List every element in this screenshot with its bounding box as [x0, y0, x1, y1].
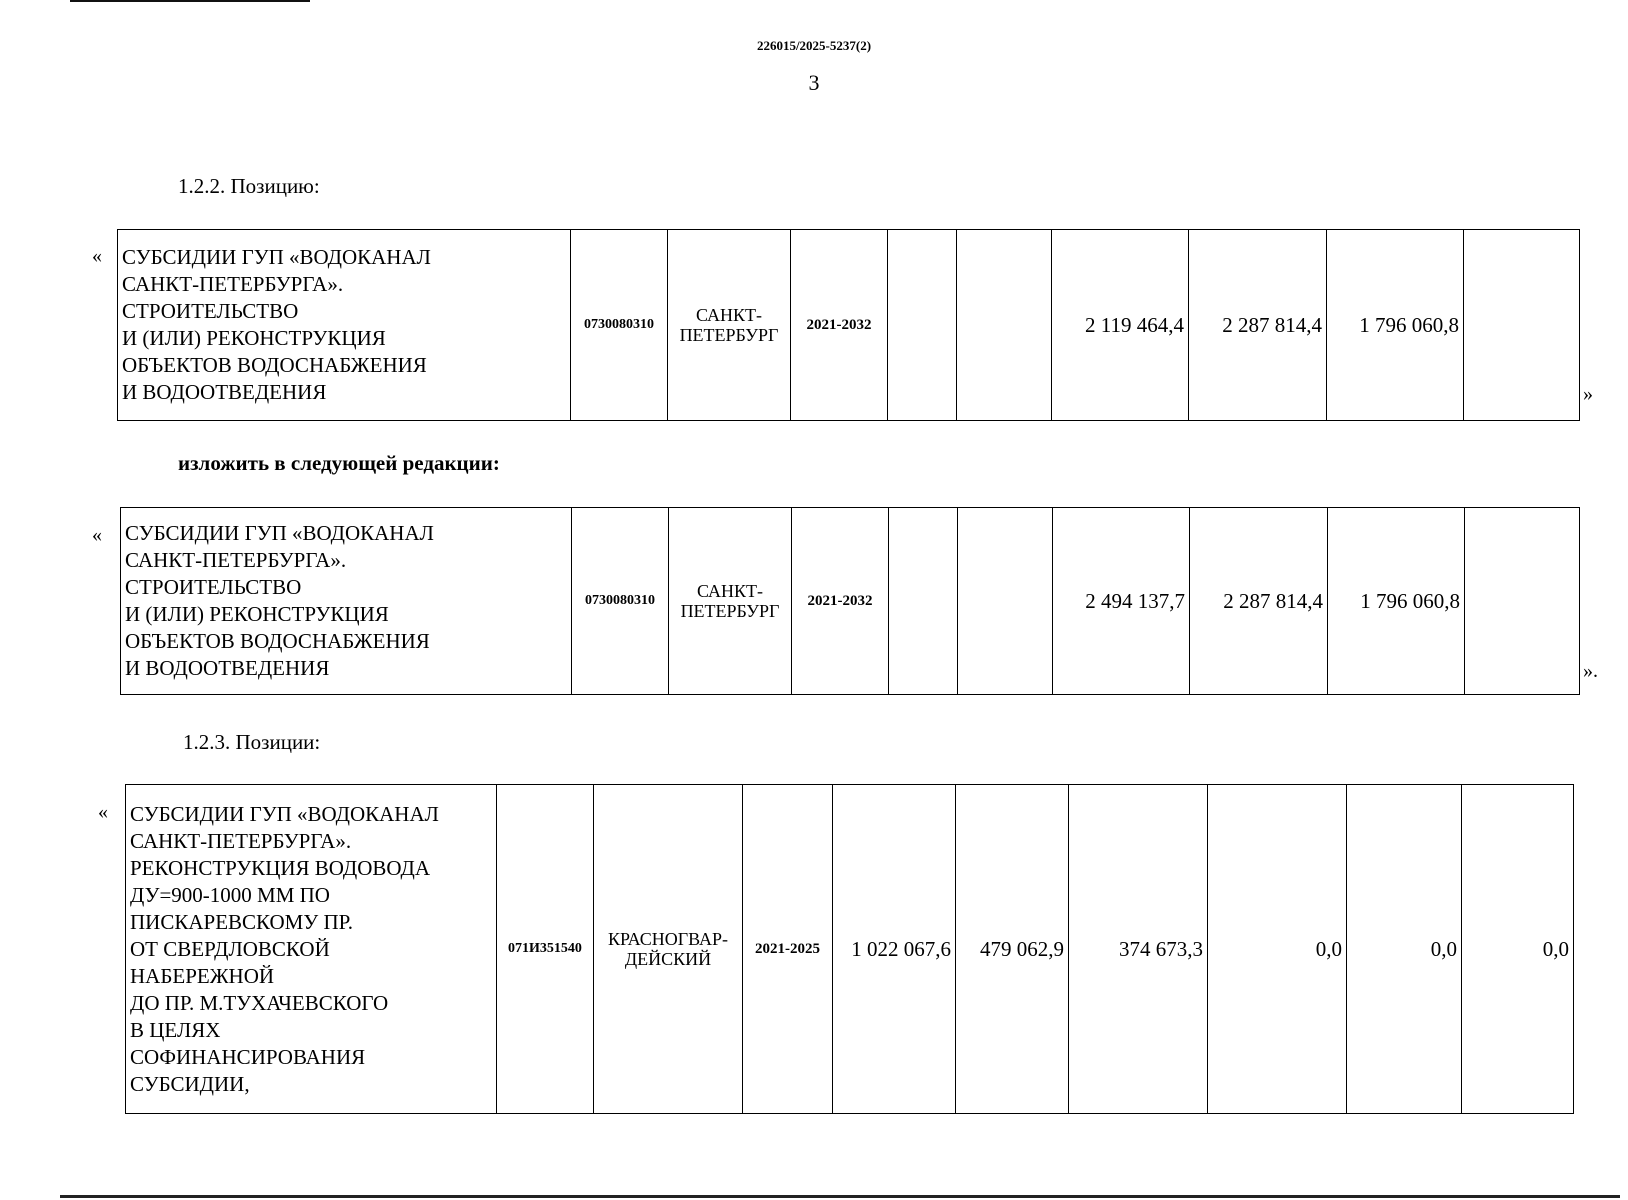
- cell-col7: 2 494 137,7: [1053, 508, 1190, 695]
- cell-col5: [888, 230, 957, 421]
- period: 2021-2032: [792, 508, 889, 695]
- top-rule: [70, 0, 310, 2]
- page-number: 3: [808, 70, 820, 95]
- close-quote: »: [1583, 383, 1593, 405]
- position-name: СУБСИДИИ ГУП «ВОДОКАНАЛ САНКТ-ПЕТЕРБУРГА». СТРОИТЕЛЬСТВО И (ИЛИ) РЕКОНСТРУКЦИЯ ОБЪЕКТОВ ВОДОСНАБЖЕНИЯ И ВОДООТВЕДЕНИЯ: [121, 508, 572, 695]
- period: 2021-2025: [743, 785, 833, 1114]
- document-number: 226015/2025-5237(2): [756, 38, 872, 53]
- cell-col6: 479 062,9: [956, 785, 1069, 1114]
- position-name: СУБСИДИИ ГУП «ВОДОКАНАЛ САНКТ-ПЕТЕРБУРГА». СТРОИТЕЛЬСТВО И (ИЛИ) РЕКОНСТРУКЦИЯ ОБЪЕКТОВ ВОДОСНАБЖЕНИЯ И ВОДООТВЕДЕНИЯ: [118, 230, 571, 421]
- open-quote: «: [92, 245, 102, 267]
- bottom-rule: [60, 1195, 1620, 1198]
- budget-code: 0730080310: [571, 230, 668, 421]
- district: САНКТ- ПЕТЕРБУРГ: [668, 230, 791, 421]
- cell-col10: 0,0: [1462, 785, 1574, 1114]
- cell-col5: [889, 508, 958, 695]
- cell-col8: 2 287 814,4: [1190, 508, 1328, 695]
- position-table-new: [120, 507, 1580, 695]
- position-table-123: [125, 784, 1574, 1114]
- budget-code: 071И351540: [497, 785, 594, 1114]
- cell-col8: 2 287 814,4: [1189, 230, 1327, 421]
- table-row: [126, 785, 1574, 1114]
- cell-col6: [957, 230, 1052, 421]
- section-123-heading: 1.2.3. Позиции:: [183, 730, 321, 754]
- district: КРАСНОГВАР- ДЕЙСКИЙ: [594, 785, 743, 1114]
- district: САНКТ- ПЕТЕРБУРГ: [669, 508, 792, 695]
- cell-col6: [958, 508, 1053, 695]
- position-table-old: [117, 229, 1580, 421]
- position-name: СУБСИДИИ ГУП «ВОДОКАНАЛ САНКТ-ПЕТЕРБУРГА». РЕКОНСТРУКЦИЯ ВОДОВОДА ДУ=900-1000 ММ ПО ПИСКАРЕВСКОМУ ПР. ОТ СВЕРДЛОВСКОЙ НАБЕРЕЖНОЙ ДО ПР. М.ТУХАЧЕВСКОГО В ЦЕЛЯХ СОФИНАНСИРОВАНИЯ СУБСИДИИ,: [126, 785, 497, 1114]
- cell-col9: 0,0: [1347, 785, 1462, 1114]
- close-quote: ».: [1583, 660, 1598, 682]
- open-quote: «: [92, 524, 102, 546]
- revision-text: изложить в следующей редакции:: [178, 451, 500, 475]
- open-quote: «: [98, 801, 108, 823]
- cell-col9: 1 796 060,8: [1327, 230, 1464, 421]
- period: 2021-2032: [791, 230, 888, 421]
- cell-col9: 1 796 060,8: [1328, 508, 1465, 695]
- cell-col7: 2 119 464,4: [1052, 230, 1189, 421]
- cell-col7: 374 673,3: [1069, 785, 1208, 1114]
- budget-code: 0730080310: [572, 508, 669, 695]
- table-row: [121, 508, 1580, 695]
- table-row: [118, 230, 1580, 421]
- cell-col10: [1465, 508, 1580, 695]
- cell-col5: 1 022 067,6: [833, 785, 956, 1114]
- section-122-heading: 1.2.2. Позицию:: [178, 174, 320, 198]
- cell-col8: 0,0: [1208, 785, 1347, 1114]
- cell-col10: [1464, 230, 1580, 421]
